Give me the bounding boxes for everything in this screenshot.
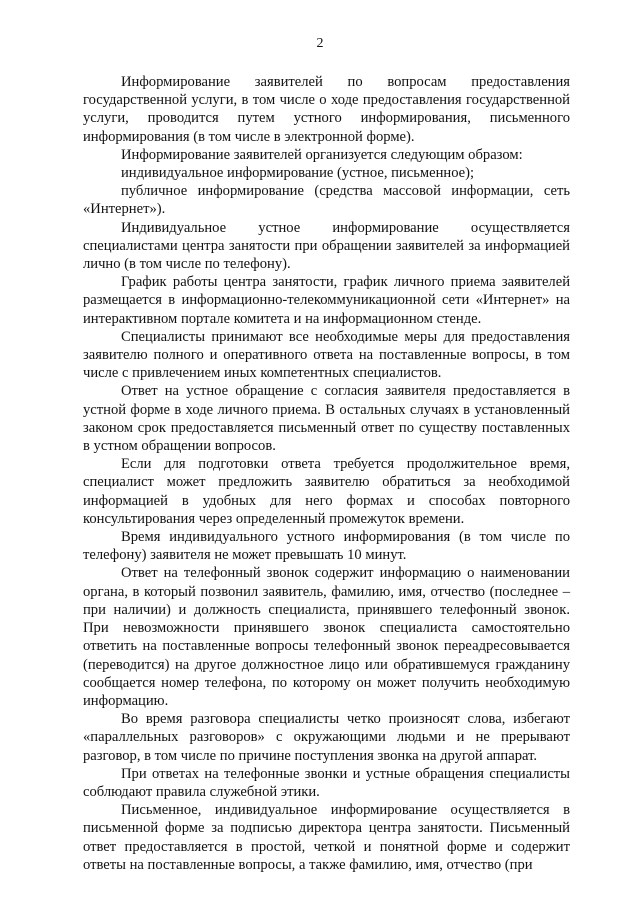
paragraph: Во время разговора специалисты четко произносят слова, избегают «параллельных разговоров» с окружающими людьми и не прерывают разговор, в том числе по причине поступления звонка на другой аппарат. bbox=[83, 711, 570, 764]
document-body bbox=[83, 73, 570, 874]
paragraph: Специалисты принимают все необходимые меры для предоставления заявителю полного и оперативного ответа на поставленные вопросы, в том числе с привлечением иных компетентных специалистов. bbox=[83, 328, 570, 382]
paragraph: публичное информирование (средства массовой информации, сеть «Интернет»). bbox=[83, 183, 570, 218]
paragraph: Информирование заявителей организуется следующим образом: bbox=[121, 146, 523, 163]
paragraph: Информирование заявителей по вопросам предоставления государственной услуги, в том числе о ходе предоставления государственной услуги, проводится путем устного информирования, письменного информирования (в том числе в электронной форме). bbox=[83, 74, 570, 145]
paragraph: индивидуальное информирование (устное, письменное); bbox=[121, 165, 475, 182]
paragraph: Ответ на телефонный звонок содержит информацию о наименовании органа, в который позвонил заявитель, фамилию, имя, отчество (последнее – при наличии) и должность специалиста, принявшего телефонный звонок. При невозможности принявшего звонок специалиста самостоятельно ответить на поставленные вопросы телефонный звонок переадресовывается (переводится) на другое должностное лицо или обратившемуся гражданину сообщается номер телефона, по которому он может получить необходимую информацию. bbox=[83, 565, 570, 709]
paragraph: График работы центра занятости, график личного приема заявителей размещается в информационно-телекоммуникационной сети «Интернет» на интерактивном портале комитета и на информационном стенде. bbox=[83, 274, 570, 327]
paragraph: Время индивидуального устного информирования (в том числе по телефону) заявителя не может превышать 10 минут. bbox=[83, 529, 570, 564]
paragraph: Индивидуальное устное информирование осуществляется специалистами центра занятости при обращении заявителей за информацией лично (в том числе по телефону). bbox=[83, 219, 570, 273]
paragraph: Ответ на устное обращение с согласия заявителя предоставляется в устной форме в ходе личного приема. В остальных случаях в установленный законом срок предоставляется письменный ответ по существу поставленных в устном обращении вопросов. bbox=[83, 383, 570, 455]
paragraph: Если для подготовки ответа требуется продолжительное время, специалист может предложить заявителю обратиться за необходимой информацией в удобных для него формах и способах повторного консультирования через определенный промежуток времени. bbox=[83, 456, 570, 527]
page-number: 2 bbox=[316, 36, 324, 51]
paragraph: Письменное, индивидуальное информирование осуществляется в письменной форме за подписью директора центра занятости. Письменный ответ предоставляется в простой, четкой и понятной форме и содержит ответы на поставленные вопросы, а также фамилию, имя, отчество (при bbox=[83, 802, 570, 873]
paragraph: При ответах на телефонные звонки и устные обращения специалисты соблюдают правила служебной этики. bbox=[83, 765, 570, 800]
